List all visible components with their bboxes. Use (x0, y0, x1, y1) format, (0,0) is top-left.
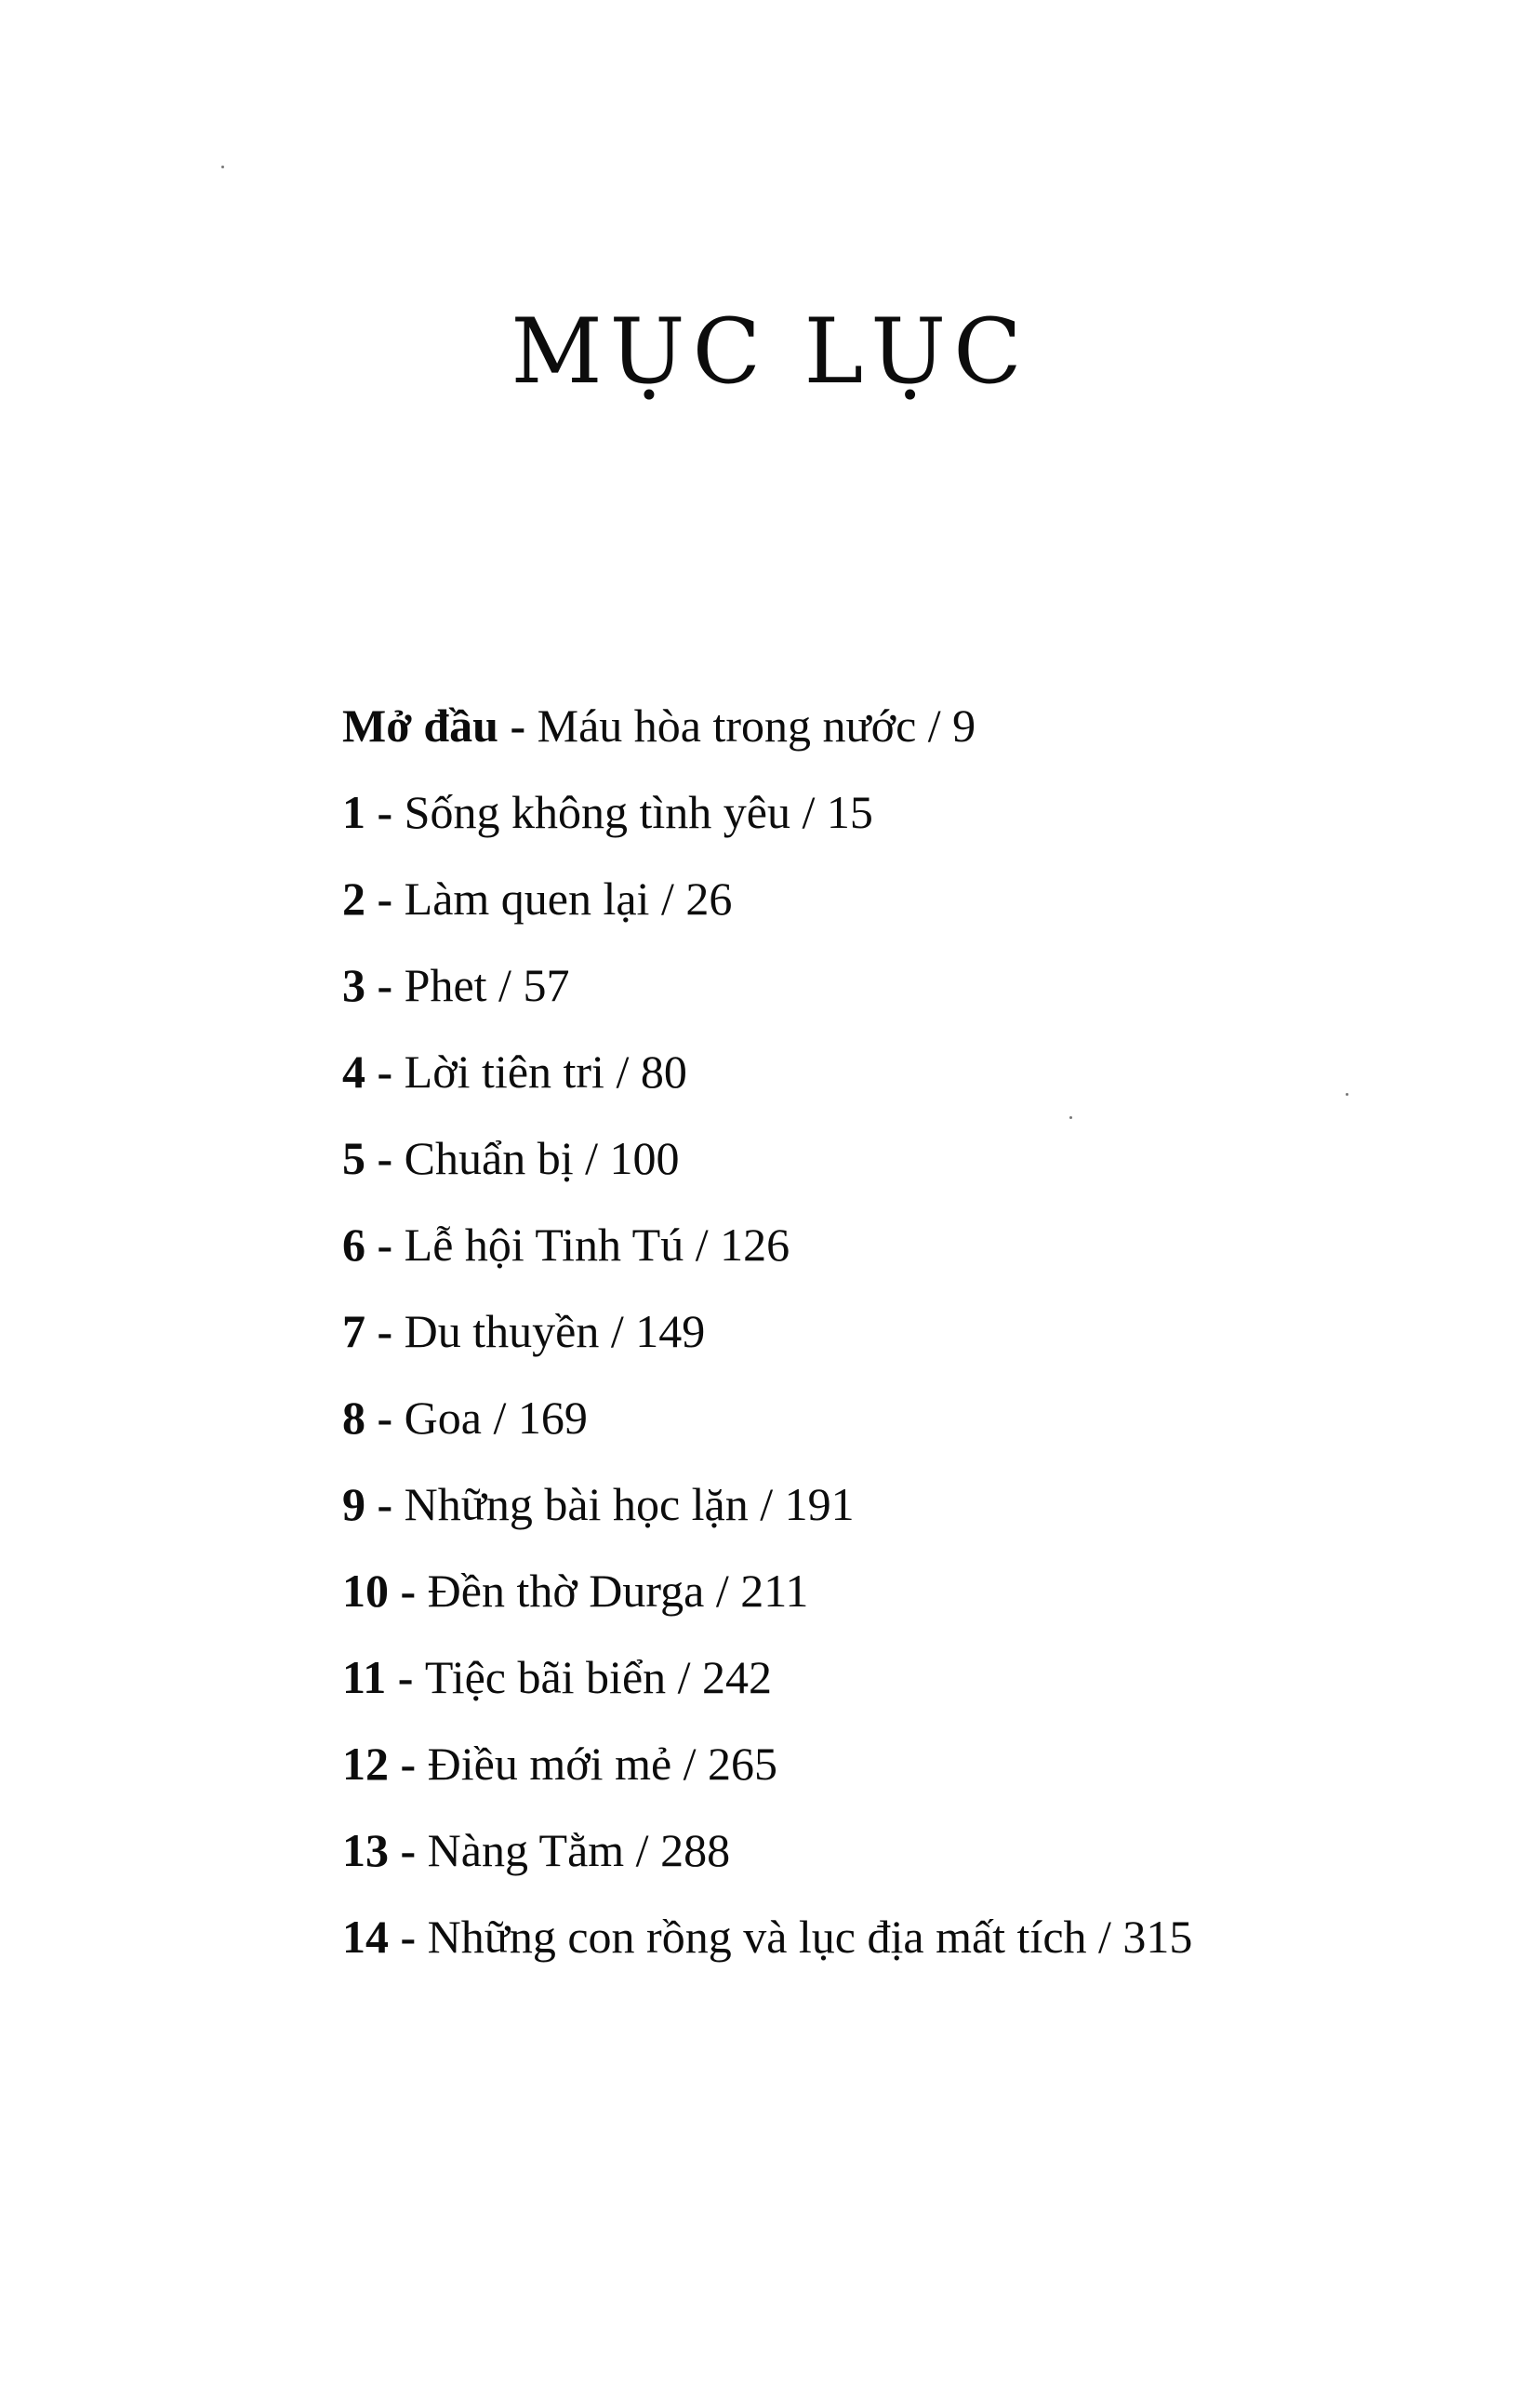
toc-entry-8 (342, 1388, 1458, 1474)
toc-entry-13 (342, 1820, 1458, 1907)
toc-entry-title: Sống không tình yêu / 15 (404, 786, 873, 838)
toc-entry-title: Lễ hội Tinh Tú / 126 (404, 1219, 790, 1271)
toc-entry-11 (342, 1647, 1458, 1734)
toc-entry-number: 10 (342, 1565, 389, 1617)
toc-entry-number: 11 (342, 1651, 387, 1703)
toc-entry-number: 5 (342, 1132, 365, 1184)
toc-entry-5 (342, 1128, 1458, 1215)
toc-entry-title: Đền thờ Durga / 211 (427, 1565, 809, 1617)
toc-entry-prologue (342, 696, 1458, 782)
toc-entry-separator: - (365, 1478, 405, 1530)
toc-entry-title: Goa / 169 (404, 1392, 588, 1444)
toc-entry-title: Những bài học lặn / 191 (404, 1478, 855, 1530)
toc-entry-number: 8 (342, 1392, 365, 1444)
toc-entry-separator: - (389, 1565, 428, 1617)
toc-entry-separator: - (389, 1911, 428, 1963)
toc-entry-title: Nàng Tằm / 288 (427, 1824, 731, 1876)
page-title: MỤC LỤC (511, 300, 1029, 404)
toc-entry-7 (342, 1301, 1458, 1388)
toc-entry-2 (342, 869, 1458, 955)
scan-speck (1069, 1116, 1072, 1119)
toc-entry-title: Lời tiên tri / 80 (404, 1046, 687, 1098)
toc-entry-separator: - (365, 1046, 405, 1098)
toc-entry-separator: - (365, 1305, 405, 1357)
toc-entry-title: Những con rồng và lục địa mất tích / 315 (427, 1911, 1193, 1963)
toc-entry-title: Điều mới mẻ / 265 (427, 1738, 778, 1790)
toc-entry-separator: - (498, 700, 538, 752)
scan-speck (1346, 1093, 1348, 1096)
toc-entry-4 (342, 1042, 1458, 1128)
toc-entry-title: Tiệc bãi biển / 242 (424, 1651, 773, 1703)
toc-entry-number: 7 (342, 1305, 365, 1357)
toc-entry-title: Làm quen lại / 26 (404, 873, 733, 925)
toc-entry-number: Mở đầu (342, 700, 498, 752)
toc-entry-number: 13 (342, 1824, 389, 1876)
scan-speck (221, 166, 224, 168)
toc-entry-separator: - (365, 1219, 405, 1271)
toc-entry-title: Du thuyền / 149 (404, 1305, 706, 1357)
toc-entry-10 (342, 1561, 1458, 1647)
toc-entry-number: 4 (342, 1046, 365, 1098)
toc-entry-number: 6 (342, 1219, 365, 1271)
toc-entry-12 (342, 1734, 1458, 1820)
toc-entry-number: 12 (342, 1738, 389, 1790)
toc-entry-title: Chuẩn bị / 100 (404, 1132, 680, 1184)
toc-entry-number: 3 (342, 959, 365, 1011)
toc-entry-6 (342, 1215, 1458, 1301)
toc-entry-title: Máu hòa trong nước / 9 (537, 700, 976, 752)
toc-entry-number: 2 (342, 873, 365, 925)
toc-entry-separator: - (365, 786, 405, 838)
toc-entry-1 (342, 782, 1458, 869)
toc-entry-separator: - (365, 1132, 405, 1184)
toc-entry-14 (342, 1907, 1458, 1993)
toc-entry-separator: - (389, 1824, 428, 1876)
toc-entry-separator: - (365, 959, 405, 1011)
toc-entry-title: Phet / 57 (404, 959, 570, 1011)
toc-entry-number: 9 (342, 1478, 365, 1530)
table-of-contents (342, 696, 1458, 1993)
toc-entry-separator: - (386, 1651, 425, 1703)
toc-entry-number: 14 (342, 1911, 389, 1963)
toc-entry-3 (342, 955, 1458, 1042)
toc-entry-separator: - (365, 873, 405, 925)
toc-entry-separator: - (365, 1392, 405, 1444)
toc-entry-separator: - (389, 1738, 428, 1790)
toc-entry-number: 1 (342, 786, 365, 838)
toc-entry-9 (342, 1474, 1458, 1561)
